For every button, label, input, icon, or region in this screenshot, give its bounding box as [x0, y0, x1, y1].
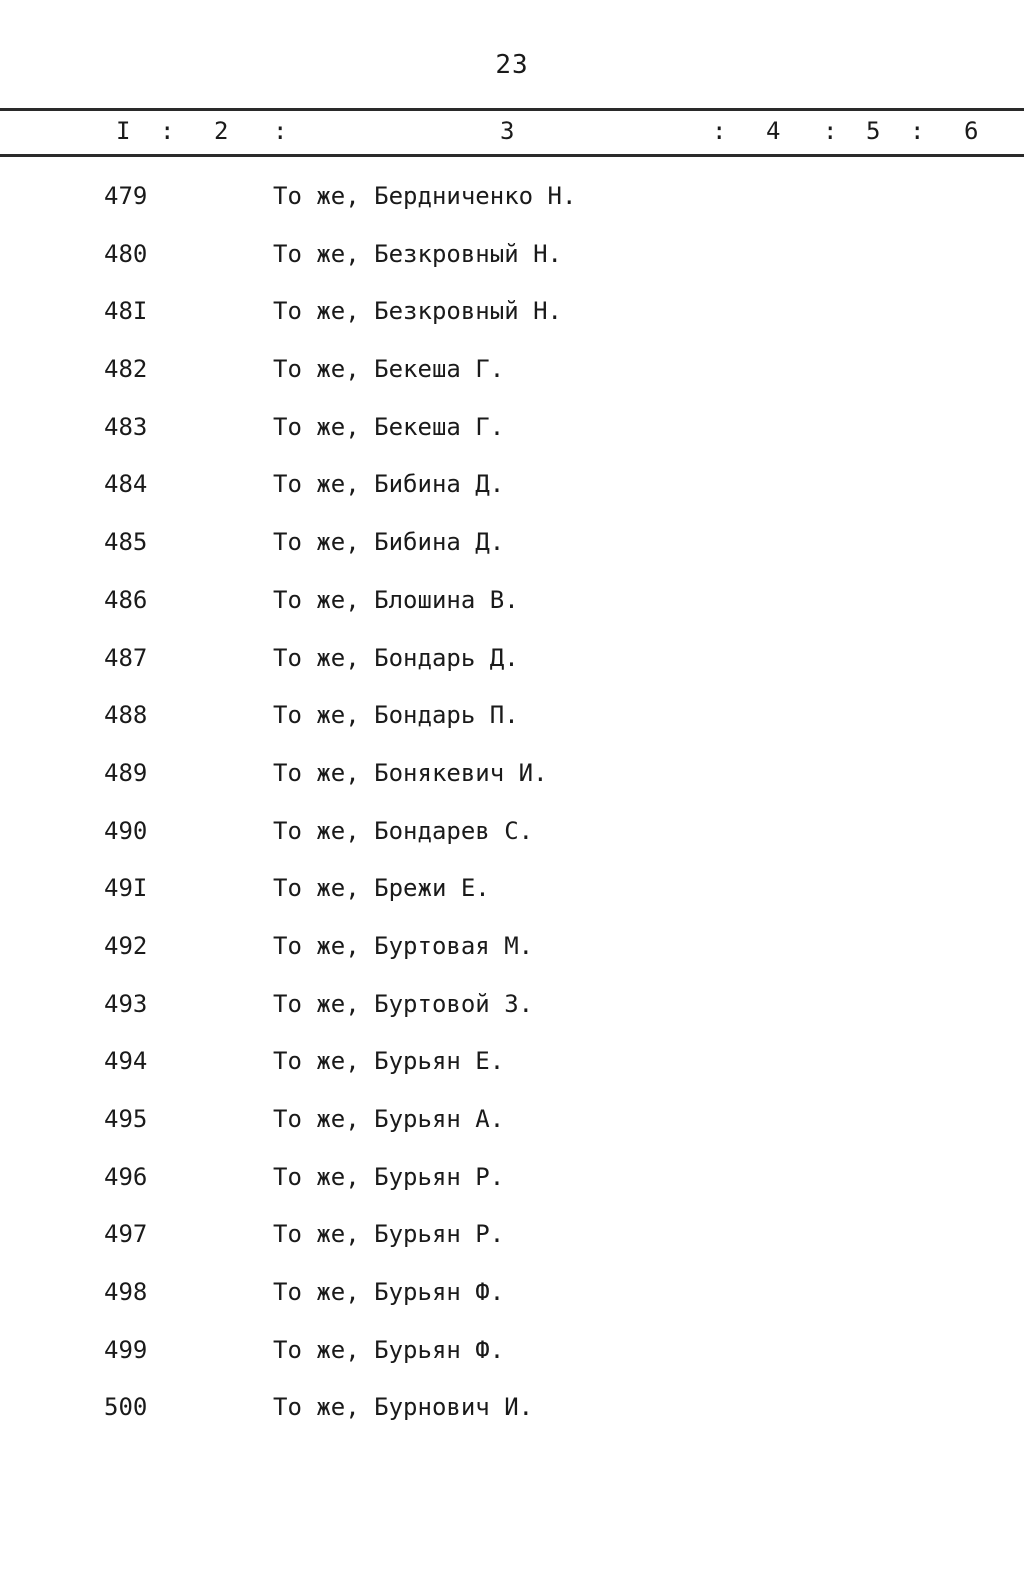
entry-description: То же, Бибина Д. — [273, 470, 505, 499]
list-item — [0, 470, 1024, 528]
entry-number: 493 — [104, 989, 148, 1018]
entry-number: 500 — [104, 1393, 148, 1422]
entry-description: То же, Бурьян Р. — [273, 1162, 505, 1191]
page-number: 23 — [495, 50, 529, 80]
entry-number: 479 — [104, 182, 148, 210]
entry-description: То же, Бурнович И. — [273, 1393, 534, 1422]
entry-description: То же, Бурьян Р. — [273, 1220, 505, 1249]
entry-number: 488 — [104, 701, 148, 730]
list-item — [0, 1220, 1024, 1278]
entry-number: 49I — [104, 874, 148, 903]
list-item — [0, 874, 1024, 932]
entry-description: То же, Безкровный Н. — [273, 239, 562, 268]
column-separator: : — [910, 117, 925, 145]
list-item — [0, 932, 1024, 990]
entry-number: 486 — [104, 585, 148, 614]
list-item — [0, 1393, 1024, 1451]
list-item — [0, 297, 1024, 355]
list-item — [0, 1047, 1024, 1105]
column-header-row — [0, 117, 1024, 151]
entry-description: То же, Бонякевич И. — [273, 758, 548, 787]
list-item — [0, 240, 1024, 298]
entry-description: То же, Бибина Д. — [273, 528, 505, 557]
entry-number: 497 — [104, 1220, 148, 1249]
list-item — [0, 990, 1024, 1048]
entry-number: 480 — [104, 239, 148, 268]
list-item — [0, 182, 1024, 240]
entry-description: То же, Бурьян А. — [273, 1105, 505, 1133]
column-separator: : — [160, 117, 175, 145]
column-separator: : — [712, 117, 727, 145]
entry-number: 48I — [104, 297, 148, 326]
entry-description: То же, Бердниченко Н. — [273, 182, 577, 210]
column-header-1: I — [116, 117, 131, 145]
entry-number: 483 — [104, 412, 148, 441]
entry-description: То же, Безкровный Н. — [273, 297, 562, 326]
entry-description: То же, Бондарь П. — [273, 701, 519, 730]
entry-description: То же, Бурьян Ф. — [273, 1335, 505, 1364]
entry-number: 489 — [104, 758, 148, 787]
entry-number: 482 — [104, 355, 148, 384]
column-separator: : — [273, 117, 288, 145]
entry-number: 492 — [104, 931, 148, 960]
entry-description: То же, Брежи Е. — [273, 874, 490, 903]
list-item — [0, 586, 1024, 644]
entry-description: То же, Бекеша Г. — [273, 355, 505, 384]
entry-number: 490 — [104, 816, 148, 845]
column-header-3: 3 — [500, 117, 515, 145]
entry-number: 499 — [104, 1335, 148, 1364]
list-item — [0, 1163, 1024, 1221]
column-header-4: 4 — [766, 117, 781, 145]
entry-description: То же, Бекеша Г. — [273, 412, 505, 441]
list-item — [0, 355, 1024, 413]
entry-number: 498 — [104, 1278, 148, 1307]
list-item — [0, 413, 1024, 471]
header-bottom-rule — [0, 154, 1024, 157]
entry-number: 487 — [104, 643, 148, 672]
list-item — [0, 817, 1024, 875]
list-item — [0, 1105, 1024, 1163]
column-header-2: 2 — [214, 117, 229, 145]
column-separator: : — [823, 117, 838, 145]
list-item — [0, 701, 1024, 759]
entry-number: 485 — [104, 528, 148, 557]
entry-description: То же, Буртовой З. — [273, 989, 534, 1018]
column-header-6: 6 — [964, 117, 979, 145]
entry-description: То же, Бурьян Е. — [273, 1047, 505, 1076]
list-item — [0, 644, 1024, 702]
list-item — [0, 528, 1024, 586]
entry-list — [0, 182, 1024, 1451]
entry-description: То же, Блошина В. — [273, 585, 519, 614]
list-item — [0, 1278, 1024, 1336]
entry-number: 494 — [104, 1047, 148, 1076]
list-item — [0, 1336, 1024, 1394]
header-top-rule — [0, 108, 1024, 111]
column-header-5: 5 — [866, 117, 881, 145]
entry-number: 496 — [104, 1162, 148, 1191]
entry-description: То же, Бурьян Ф. — [273, 1278, 505, 1307]
entry-description: То же, Бондарев С. — [273, 816, 534, 845]
entry-description: То же, Бондарь Д. — [273, 643, 519, 672]
list-item — [0, 759, 1024, 817]
entry-description: То же, Буртовая М. — [273, 931, 534, 960]
entry-number: 495 — [104, 1105, 148, 1133]
entry-number: 484 — [104, 470, 148, 499]
